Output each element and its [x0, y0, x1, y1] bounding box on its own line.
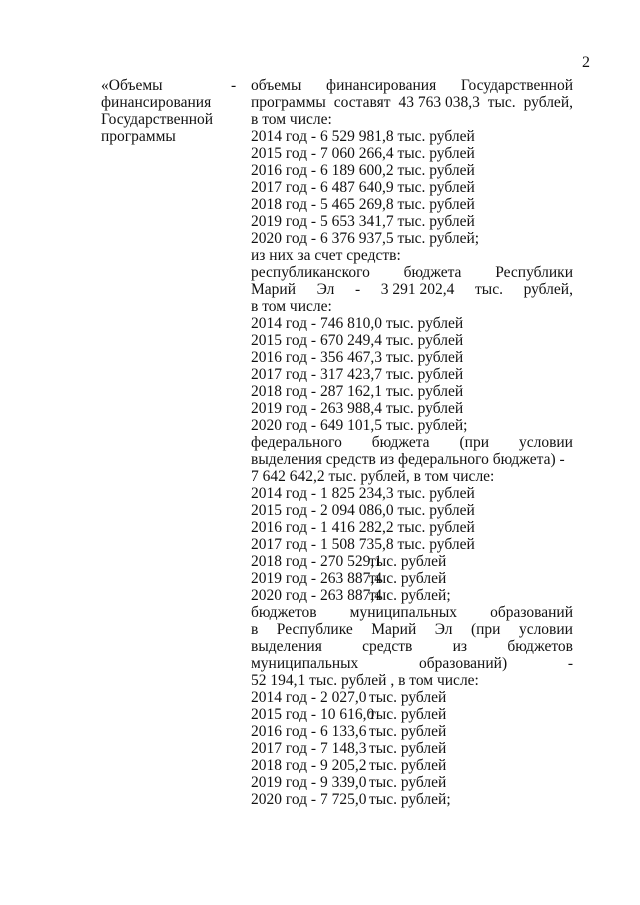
intro-line [251, 77, 573, 94]
total-amount: 43 763 038,3 [398, 94, 480, 111]
total-year-line: 2020 год - 6 376 937,5 тыс. рублей; [251, 230, 480, 247]
unit: тыс. рублей [369, 757, 447, 774]
label-line: программы [101, 128, 176, 145]
word: финансирования [326, 77, 437, 94]
municipal-line [251, 621, 573, 638]
federal-year-line: 2016 год - 1 416 282,2 тыс. рублей [251, 519, 475, 536]
republic-year-line: 2018 год - 287 162,1 тыс. рублей [251, 383, 464, 400]
word: федерального [251, 434, 342, 451]
unit: тыс. рублей [369, 740, 447, 757]
label-line: финансирования [101, 94, 212, 111]
word: (при [470, 621, 501, 638]
word: Эл [316, 281, 335, 298]
total-year-line: 2018 год - 5 465 269,8 тыс. рублей [251, 196, 475, 213]
year-amount: 2015 год - 10 616,0 [251, 706, 375, 723]
word: бюджета [403, 264, 462, 281]
federal-year-line: 2015 год - 2 094 086,0 тыс. рублей [251, 502, 475, 519]
unit: тыс. рублей [369, 706, 447, 723]
separator-dash: - [231, 77, 237, 94]
unit: тыс. рублей [369, 689, 447, 706]
republic-year-line: 2016 год - 356 467,3 тыс. рублей [251, 349, 464, 366]
financing-text [251, 77, 573, 808]
year-amount: 2020 год - 7 725,0 [251, 791, 367, 808]
republic-year-line: 2015 год - 670 249,4 тыс. рублей [251, 332, 464, 349]
label-line: Государственной [101, 111, 214, 128]
federal-line: выделения средств из федерального бюджета) - [251, 451, 565, 468]
republic-year-line: 2014 год - 746 810,0 тыс. рублей [251, 315, 464, 332]
total-year-line: 2016 год - 6 189 600,2 тыс. рублей [251, 162, 475, 179]
word: объемы [251, 77, 302, 94]
word: в [251, 621, 259, 638]
word: Марий [251, 281, 297, 298]
republic-line: в том числе: [251, 298, 332, 315]
word: тыс. [487, 94, 516, 111]
municipal-year-line [251, 791, 573, 808]
word: условии [518, 621, 573, 638]
republic-year-line: 2020 год - 649 101,5 тыс. рублей; [251, 417, 468, 434]
word: условии [518, 434, 573, 451]
federal-line: 7 642 642,2 тыс. рублей, в том числе: [251, 468, 495, 485]
year-amount: 2020 год - 263 887,4 [251, 587, 382, 604]
word: Государственной [460, 77, 573, 94]
municipal-line [251, 655, 573, 672]
sources-intro: из них за счет средств: [251, 247, 401, 264]
word: бюджетов [507, 638, 573, 655]
year-amount: 2018 год - 270 529,1 [251, 553, 382, 570]
municipal-line [251, 604, 573, 621]
municipal-year-line [251, 689, 573, 706]
republic-line [251, 281, 573, 298]
word: (при [459, 434, 490, 451]
word: программы [251, 94, 326, 111]
federal-year-line [251, 570, 573, 587]
intro-line: в том числе: [251, 111, 332, 128]
municipal-year-line [251, 757, 573, 774]
unit: тыс. рублей; [369, 587, 451, 604]
federal-year-line [251, 553, 573, 570]
word: - [567, 655, 573, 672]
year-amount: 2019 год - 263 887,4 [251, 570, 382, 587]
word: образований) [419, 655, 508, 672]
republic-amount: 3 291 202,4 [380, 281, 455, 298]
republic-line [251, 264, 573, 281]
word: Марий [371, 621, 417, 638]
word: Эл [434, 621, 453, 638]
municipal-line [251, 638, 573, 655]
republic-year-line: 2017 год - 317 423,7 тыс. рублей [251, 366, 464, 383]
municipal-year-line [251, 740, 573, 757]
federal-line [251, 434, 573, 451]
total-year-line: 2019 год - 5 653 341,7 тыс. рублей [251, 213, 475, 230]
word: из [452, 638, 468, 655]
total-year-line: 2014 год - 6 529 981,8 тыс. рублей [251, 128, 475, 145]
unit: тыс. рублей [369, 774, 447, 791]
municipal-line: 52 194,1 тыс. рублей , в том числе: [251, 672, 479, 689]
unit: тыс. рублей [369, 570, 447, 587]
word: выделения [251, 638, 322, 655]
word: - [355, 281, 361, 298]
word: Республики [495, 264, 573, 281]
word: Республике [276, 621, 353, 638]
word: образований [490, 604, 573, 621]
word: тыс. [475, 281, 503, 298]
unit: тыс. рублей; [369, 791, 451, 808]
year-amount: 2016 год - 6 133,6 [251, 723, 367, 740]
word: республиканского [251, 264, 370, 281]
year-amount: 2014 год - 2 027,0 [251, 689, 367, 706]
page-number: 2 [582, 54, 590, 71]
federal-year-line: 2017 год - 1 508 735,8 тыс. рублей [251, 536, 475, 553]
federal-year-line [251, 587, 573, 604]
year-amount: 2017 год - 7 148,3 [251, 740, 367, 757]
intro-line [251, 94, 573, 111]
municipal-year-line [251, 774, 573, 791]
year-amount: 2019 год - 9 339,0 [251, 774, 367, 791]
word: бюджетов [251, 604, 317, 621]
republic-year-line: 2019 год - 263 988,4 тыс. рублей [251, 400, 464, 417]
municipal-year-line [251, 723, 573, 740]
section-label [101, 77, 221, 145]
unit: тыс. рублей [369, 723, 447, 740]
word: бюджета [371, 434, 430, 451]
word: рублей, [523, 281, 573, 298]
word: средств [362, 638, 413, 655]
word: составят [333, 94, 391, 111]
federal-year-line: 2014 год - 1 825 234,3 тыс. рублей [251, 485, 475, 502]
word: муниципальных [251, 655, 359, 672]
municipal-year-line [251, 706, 573, 723]
word: рублей, [523, 94, 573, 111]
word: муниципальных [349, 604, 457, 621]
total-year-line: 2017 год - 6 487 640,9 тыс. рублей [251, 179, 475, 196]
label-line: «Объемы [101, 77, 163, 94]
year-amount: 2018 год - 9 205,2 [251, 757, 367, 774]
total-year-line: 2015 год - 7 060 266,4 тыс. рублей [251, 145, 475, 162]
unit: тыс. рублей [369, 553, 447, 570]
